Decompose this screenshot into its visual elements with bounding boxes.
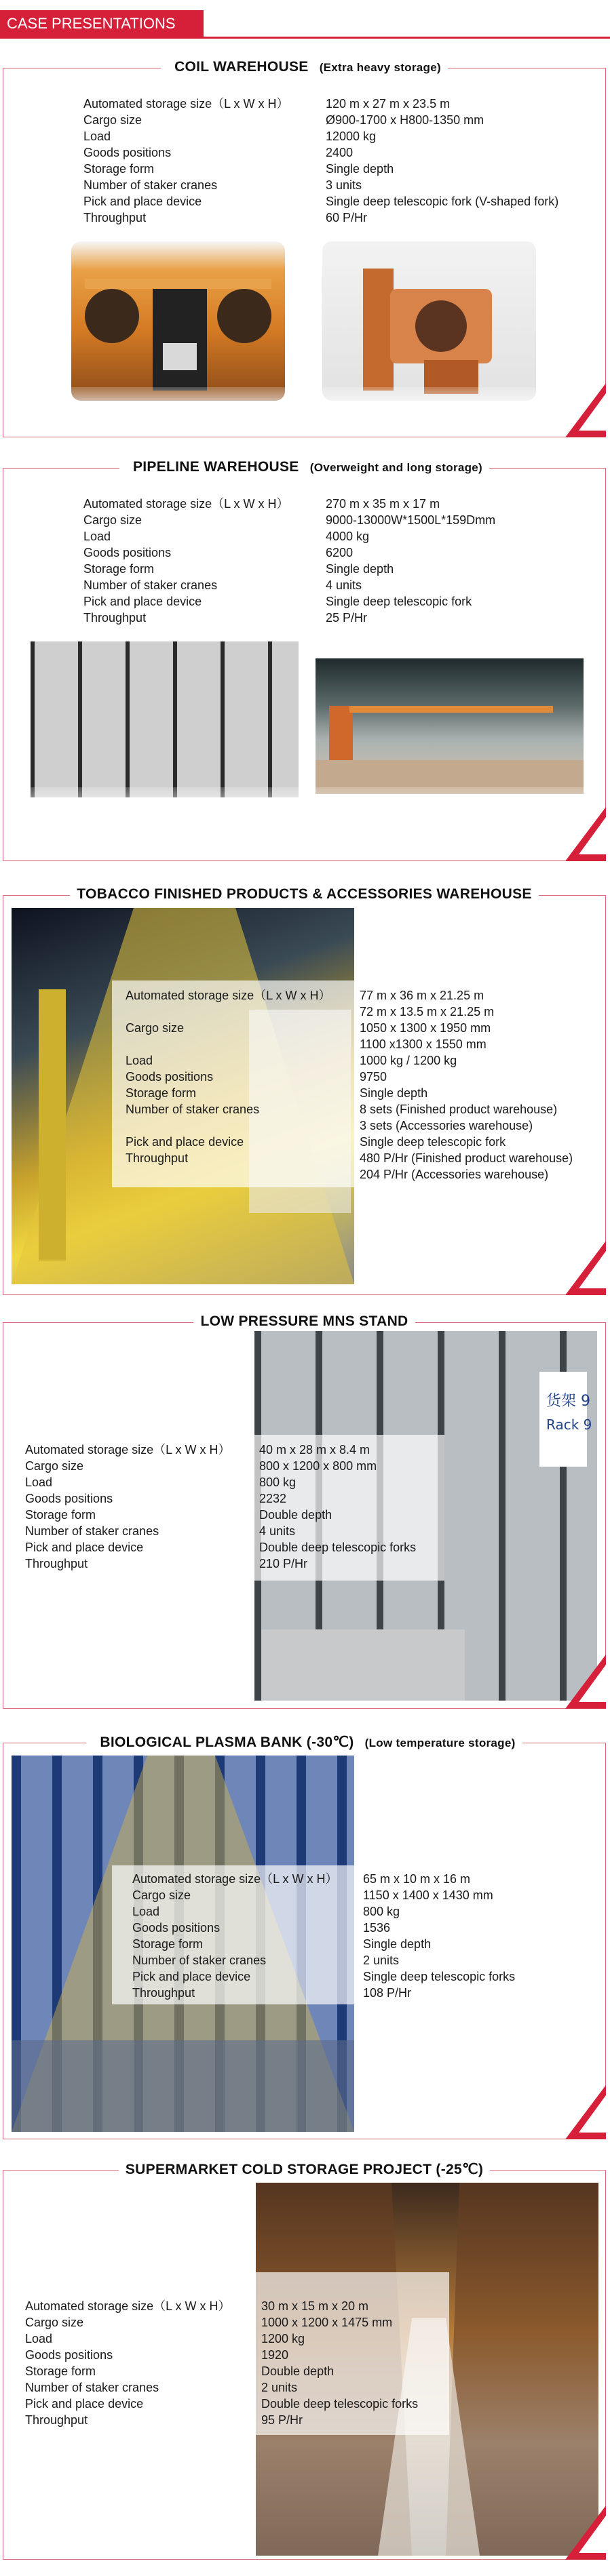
spec-row: Load 4000 kg: [83, 530, 370, 543]
spec-row: Throughput 95 P/Hr: [25, 2413, 303, 2427]
spec-value: Single deep telescopic fork: [360, 1135, 506, 1149]
spec-row: Goods positions 1536: [132, 1921, 391, 1935]
section-pipeline-warehouse: [3, 459, 606, 861]
section-plasma-bank: [3, 1735, 606, 2139]
spec-value: 72 m x 13.5 m x 21.25 m: [360, 1005, 495, 1018]
spec-row: Pick and place device Double deep telescopic forks: [25, 2397, 419, 2411]
crane-illustration: [71, 241, 285, 401]
hall-illustration: [316, 658, 584, 794]
spec-row: Automated storage size（L x W x H） 30 m x 15 m x 20 m: [25, 2299, 369, 2313]
section-cold-storage: [3, 2162, 606, 2560]
spec-row: Cargo size 9000-13000W*1500L*159Dmm: [83, 513, 496, 527]
header-divider: [0, 37, 610, 39]
spec-row: Load 1200 kg: [25, 2332, 305, 2345]
section-title: LOW PRESSURE MNS STAND: [3, 1313, 605, 1330]
section-title: PIPELINE WAREHOUSE (Overweight and long storage): [3, 459, 605, 475]
section-mns-stand: [3, 1313, 606, 1709]
spec-row: Cargo size 1150 x 1400 x 1430 mm: [132, 1888, 493, 1902]
spec-key: Number of staker cranes: [126, 1103, 260, 1116]
spec-row: Throughput 108 P/Hr: [132, 1986, 412, 2000]
spec-row: Storage form Double depth: [25, 1508, 332, 1522]
spec-row: Storage form Double depth: [25, 2364, 335, 2378]
rack-sign-text: 货架 9: [546, 1393, 590, 1410]
spec-row: Throughput 25 P/Hr: [83, 611, 368, 625]
rack-sign-en: Rack 9: [546, 1416, 592, 1433]
spec-key: [126, 1117, 356, 1134]
pipeline-hall-photo: [316, 658, 584, 794]
spec-row: Goods positions 2232: [25, 1492, 287, 1505]
spec-row: Cargo size 1000 x 1200 x 1475 mm: [25, 2316, 393, 2329]
spec-row: Automated storage size（L x W x H） 120 m x 27 m x 23.5 m: [83, 97, 451, 111]
spec-row: Pick and place device Single deep telescopic forks: [132, 1970, 516, 1983]
spec-row: Goods positions 1920: [25, 2348, 289, 2362]
spec-value: 1100 x1300 x 1550 mm: [360, 1037, 487, 1051]
spec-row: Automated storage size（L x W x H） 40 m x 28 m x 8.4 m: [25, 1443, 370, 1457]
corner-accent: [565, 1241, 606, 1295]
corner-accent: [565, 2085, 606, 2139]
spec-row: Number of staker cranes 4 units: [83, 578, 362, 592]
corner-accent: [565, 383, 606, 437]
spec-key: Pick and place device: [126, 1135, 244, 1149]
spec-row: Throughput 60 P/Hr: [83, 211, 368, 224]
spec-key: [126, 1036, 356, 1052]
section-title: BIOLOGICAL PLASMA BANK (-30℃) (Low temperature storage): [3, 1734, 605, 1751]
spec-row: Throughput 210 P/Hr: [25, 1557, 308, 1570]
spec-value: 1000 kg / 1200 kg: [360, 1054, 457, 1067]
spec-value: 204 P/Hr (Accessories warehouse): [360, 1168, 549, 1181]
fork-illustration: [322, 241, 536, 401]
spec-row: Pick and place device Single deep telescopic fork (V-shaped fork): [83, 195, 559, 208]
spec-row: Cargo size 800 x 1200 x 800 mm: [25, 1459, 377, 1473]
spec-row: Storage form Single depth: [83, 562, 394, 576]
section-tobacco-warehouse: [3, 886, 606, 1295]
spec-row: Number of staker cranes 2 units: [132, 1954, 400, 1967]
spec-row: Pick and place device Double deep telescopic forks: [25, 1541, 417, 1554]
spec-row: Goods positions 6200: [83, 546, 354, 559]
coil-fork-photo: [322, 241, 536, 401]
spec-key: Cargo size: [126, 1021, 185, 1035]
spec-list: [83, 96, 599, 226]
corner-accent: [565, 2505, 606, 2560]
photo-reflection: [71, 387, 539, 414]
spec-row: Load 800 kg: [25, 1475, 297, 1489]
spec-row: Cargo size Ø900-1700 x H800-1350 mm: [83, 113, 484, 127]
spec-row: Number of staker cranes 4 units: [25, 1524, 296, 1538]
spec-row: Automated storage size（L x W x H） 65 m x 10 m x 16 m: [132, 1872, 471, 1886]
spec-row: Storage form Single depth: [132, 1937, 432, 1951]
section-title: TOBACCO FINISHED PRODUCTS & ACCESSORIES WAREHOUSE: [3, 886, 605, 903]
spec-list: [132, 1871, 601, 2001]
page-title: CASE PRESENTATIONS: [7, 15, 176, 32]
spec-row: Goods positions 2400: [83, 146, 354, 159]
spec-row: Load 12000 kg: [83, 130, 377, 143]
spec-value: 8 sets (Finished product warehouse): [360, 1103, 558, 1116]
spec-row: Storage form Single depth: [83, 162, 394, 176]
spec-key: Goods positions: [126, 1070, 214, 1084]
spec-value: 9750: [360, 1070, 387, 1084]
spec-key: [126, 1004, 356, 1020]
section-title: SUPERMARKET COLD STORAGE PROJECT (-25℃): [3, 2161, 605, 2178]
coil-crane-photo: [71, 241, 285, 401]
corner-accent: [565, 1654, 606, 1709]
spec-value: 77 m x 36 m x 21.25 m: [360, 989, 484, 1002]
spec-row: Number of staker cranes 2 units: [25, 2381, 298, 2394]
photo-reflection: [31, 787, 584, 821]
spec-row: Load 800 kg: [132, 1905, 400, 1918]
spec-list: [25, 2298, 500, 2428]
spec-key: Automated storage size（L x W x H）: [126, 989, 331, 1002]
spec-key: Storage form: [126, 1086, 197, 1100]
spec-key: Throughput: [126, 1151, 189, 1165]
spec-values: [360, 987, 601, 1183]
pipeline-rack-photo: [31, 641, 299, 797]
corner-accent: [565, 807, 606, 861]
spec-row: Automated storage size（L x W x H） 270 m x 35 m x 17 m: [83, 497, 440, 511]
spec-value: 480 P/Hr (Finished product warehouse): [360, 1151, 573, 1165]
spec-row: Number of staker cranes 3 units: [83, 178, 362, 192]
spec-value: Single depth: [360, 1086, 428, 1100]
spec-key: Load: [126, 1054, 153, 1067]
spec-list: [83, 496, 599, 626]
spec-value: 3 sets (Accessories warehouse): [360, 1119, 533, 1132]
spec-keys: [126, 987, 356, 1166]
page-header: [0, 10, 204, 37]
spec-row: Pick and place device Single deep telescopic fork: [83, 595, 472, 608]
section-title: COIL WAREHOUSE (Extra heavy storage): [3, 59, 605, 75]
spec-value: 1050 x 1300 x 1950 mm: [360, 1021, 491, 1035]
spec-list: [25, 1442, 500, 1572]
section-coil-warehouse: [3, 59, 606, 437]
